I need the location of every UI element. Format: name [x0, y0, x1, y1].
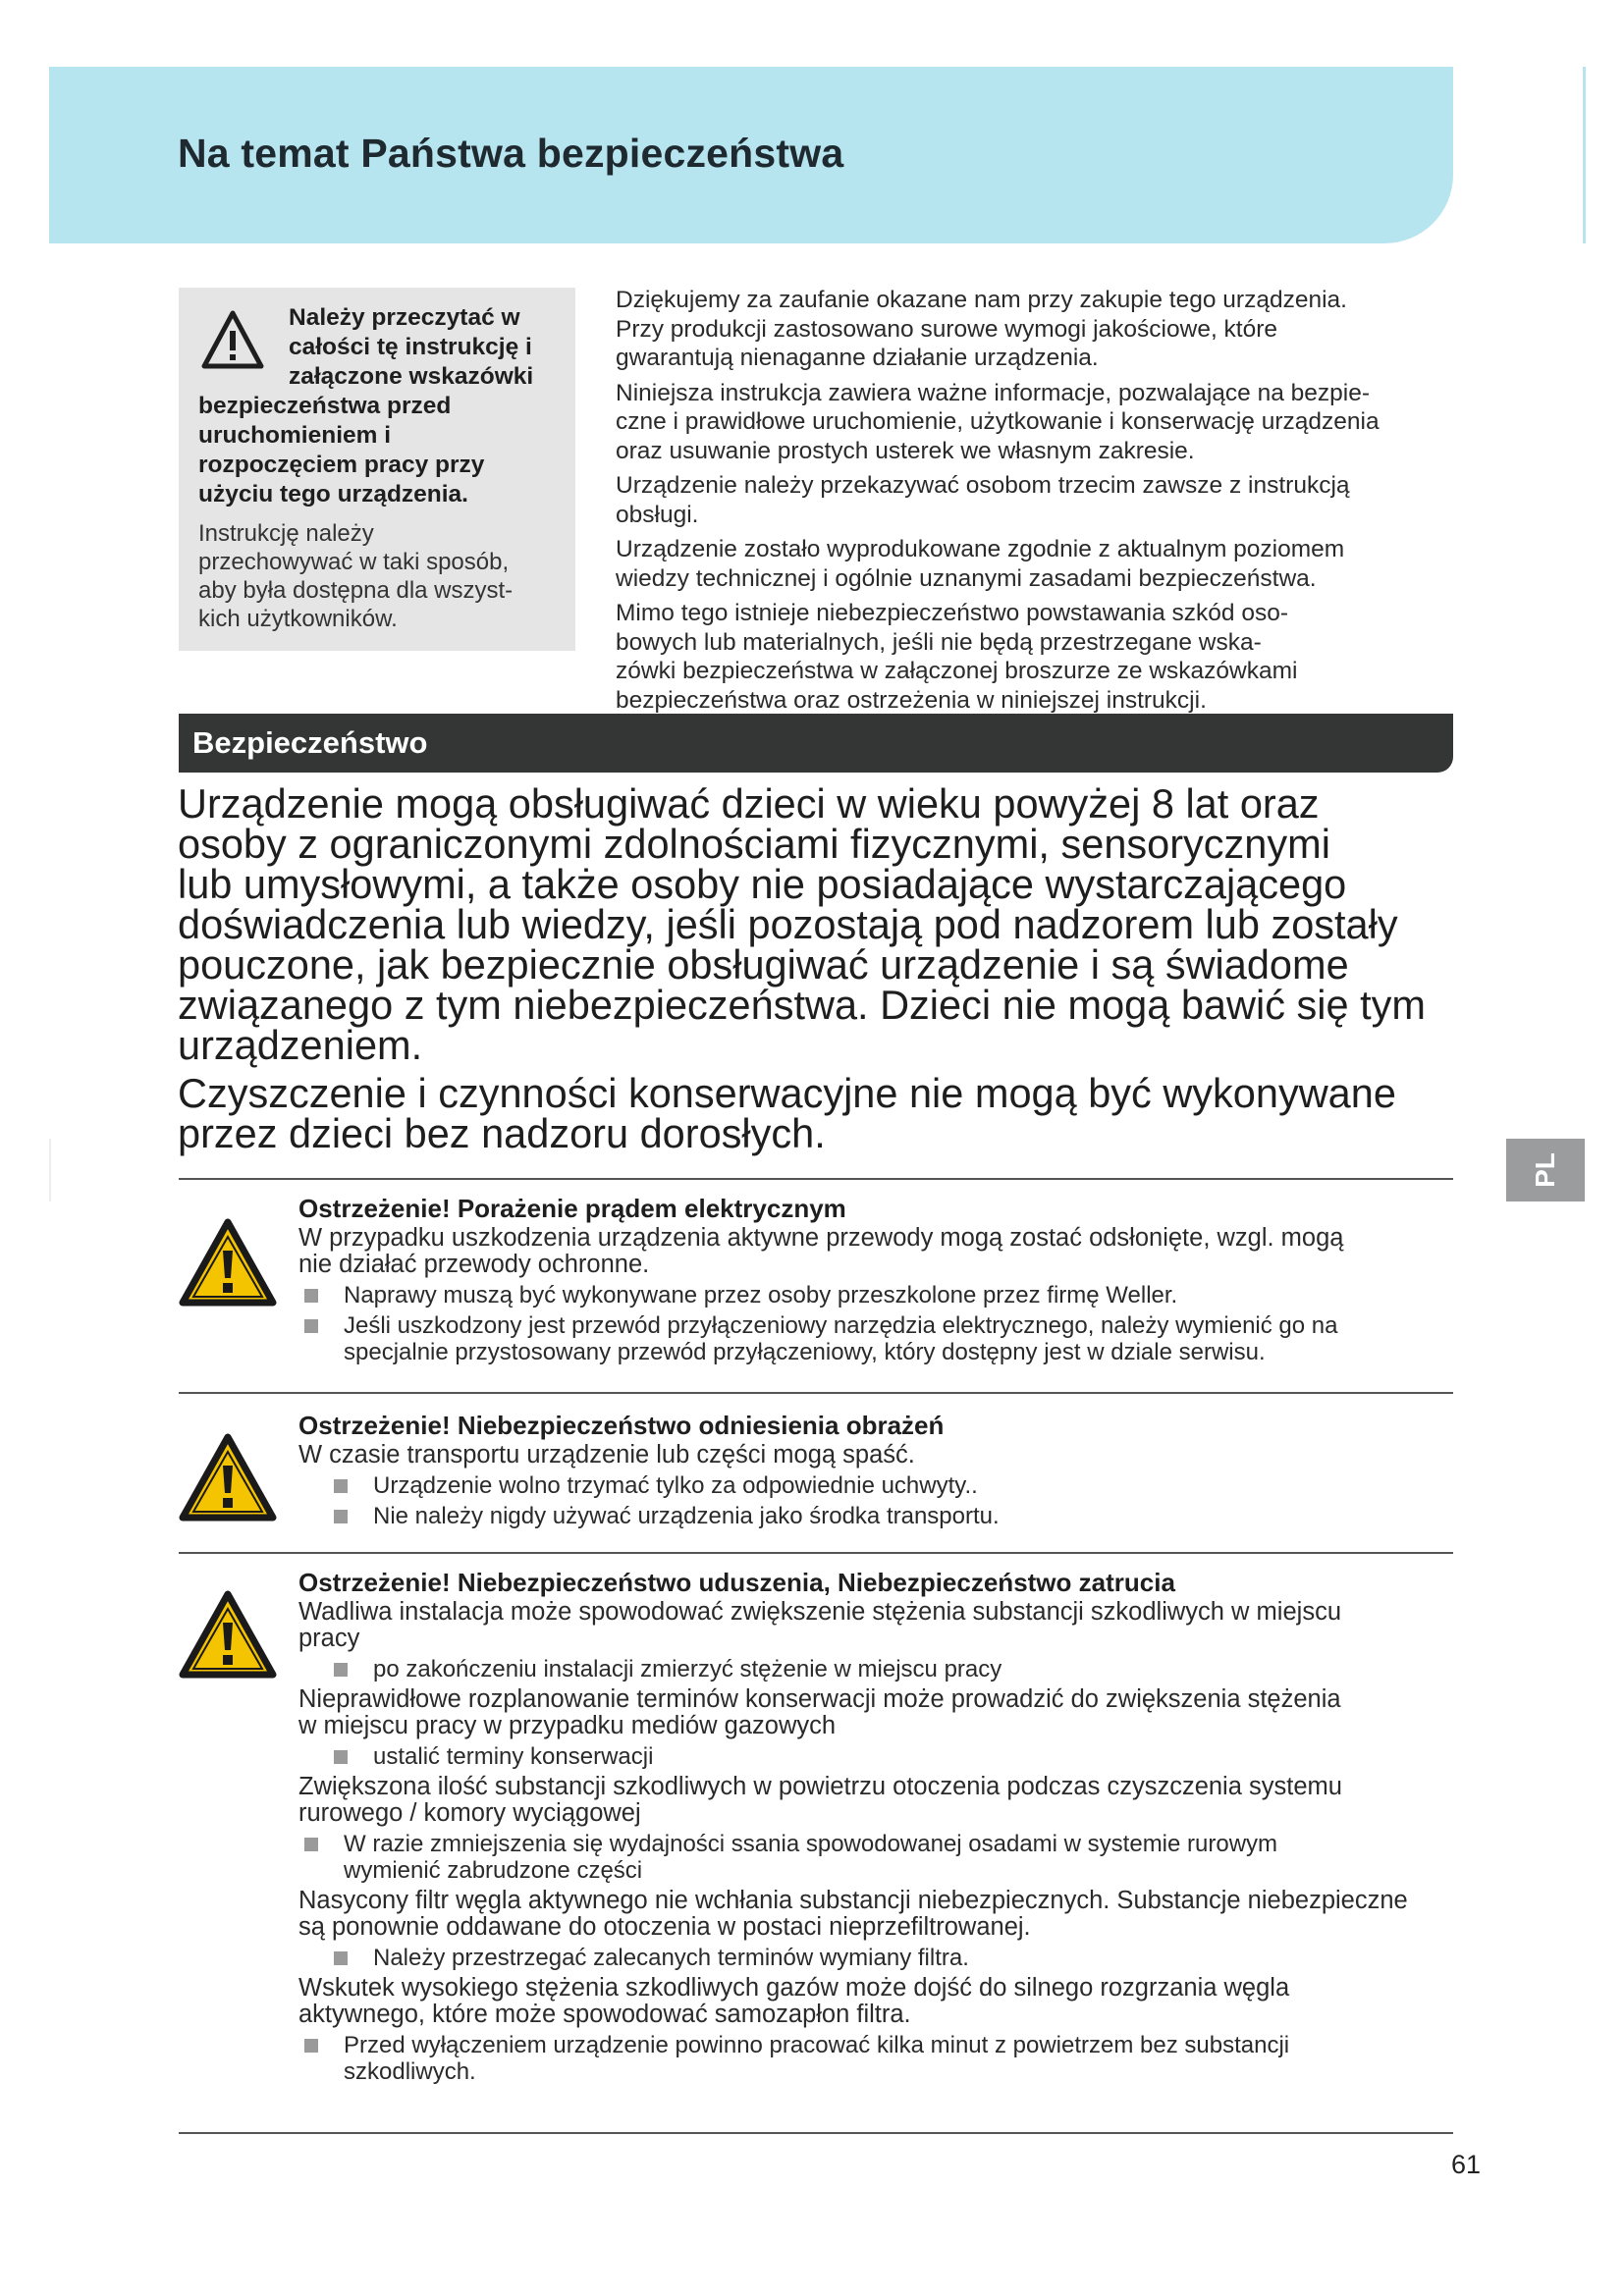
warning-paragraph — [298, 1774, 1457, 1827]
text-line: Dziękujemy za zaufanie okazane nam przy zakupie tego urządzenia. — [616, 287, 1347, 313]
text-line: rurowego / komory wyciągowej — [298, 1799, 641, 1827]
warning-bullet — [298, 1282, 1457, 1308]
text-line: Nasycony filtr węgla aktywnego nie wchłania substancji niebezpiecznych. Substancje niebezpieczne — [298, 1887, 1408, 1914]
text-line: Urządzenie mogą obsługiwać dzieci w wieku powyżej 8 lat oraz — [178, 780, 1320, 827]
warning-bullet — [298, 1945, 1457, 1971]
text-line: wiedzy technicznej i ogólnie uznanymi zasadami bezpieczeństwa. — [616, 564, 1317, 592]
text-line: W przypadku uszkodzenia urządzenia aktywne przewody mogą zostać odsłonięte, wzgl. mogą — [298, 1224, 1344, 1252]
text-line: Przy produkcji zastosowano surowe wymogi jakościowe, które — [616, 315, 1278, 343]
text-line: zówki bezpieczeństwa w załączonej broszurze ze wskazówkami — [616, 658, 1298, 684]
intro-paragraph — [616, 535, 1460, 593]
warning-title: Ostrzeżenie! Porażenie prądem elektrycznym — [298, 1194, 846, 1223]
text-line: urządzeniem. — [178, 1022, 423, 1068]
warning-title: Ostrzeżenie! Niebezpieczeństwo uduszenia, Niebezpieczeństwo zatrucia — [298, 1568, 1175, 1597]
text-line: czne i prawidłowe uruchomienie, użytkowanie i konserwację urządzenia — [616, 408, 1380, 435]
warning-triangle-icon — [179, 1217, 277, 1308]
text-line: Urządzenie zostało wyprodukowane zgodnie z aktualnym poziomem — [616, 536, 1345, 562]
warning-bullet — [298, 1831, 1457, 1884]
divider — [179, 1552, 1453, 1554]
text-line: Mimo tego istnieje niebezpieczeństwo powstawania szkód oso- — [616, 600, 1288, 626]
text-line: bezpieczeństwa oraz ostrzeżenia w niniejszej instrukcji. — [616, 686, 1207, 714]
notice-body-line: przechowywać w taki sposób, — [198, 549, 510, 575]
divider — [179, 2132, 1453, 2134]
warning-paragraph — [298, 1686, 1457, 1739]
notice-body-line: aby była dostępna dla wszyst- — [198, 577, 514, 604]
text-line: pouczone, jak bezpiecznie obsługiwać urządzenie i są świadome — [178, 941, 1349, 988]
text-line: przez dzieci bez nadzoru dorosłych. — [178, 1110, 826, 1156]
text-line: W razie zmniejszenia się wydajności ssania spowodowanej osadami w systemie rurowym — [344, 1831, 1278, 1857]
warning-paragraph — [298, 1225, 1457, 1278]
notice-line: całości tę instrukcję i — [289, 334, 532, 360]
warning-paragraph — [298, 1888, 1457, 1941]
text-line: specjalnie przystosowany przewód przyłączeniowy, który dostępny jest w dziale serwisu. — [344, 1339, 1266, 1365]
text-line: Nieprawidłowe rozplanowanie terminów konserwacji może prowadzić do zwiększenia stężenia — [298, 1685, 1341, 1713]
notice-line: użyciu tego urządzenia. — [198, 481, 468, 507]
notice-line: załączone wskazówki — [289, 363, 534, 390]
text-line: Jeśli uszkodzony jest przewód przyłączeniowy narzędzia elektrycznego, należy wymienić go na — [344, 1312, 1338, 1339]
warning-outline-icon — [200, 309, 265, 370]
warning-paragraph — [298, 1442, 1457, 1468]
language-tab — [1506, 1139, 1585, 1201]
warning-bullet — [298, 1656, 1457, 1682]
intro-paragraph — [616, 379, 1460, 466]
text-line: Należy przestrzegać zalecanych terminów wymiany filtra. — [373, 1945, 969, 1971]
intro-paragraph — [616, 471, 1460, 529]
notice-body-text — [198, 519, 556, 633]
page-number: 61 — [1451, 2150, 1482, 2179]
notice-body-line: Instrukcję należy — [198, 520, 374, 547]
text-line: Urządzenie należy przekazywać osobom trzecim zawsze z instrukcją — [616, 472, 1350, 499]
warning-title: Ostrzeżenie! Niebezpieczeństwo odniesienia obrażeń — [298, 1411, 945, 1440]
warning-paragraph — [298, 1975, 1457, 2028]
notice-body-line: kich użytkowników. — [198, 606, 398, 632]
warning-content — [298, 1194, 1457, 1369]
text-line: aktywnego, które może spowodować samozapłon filtra. — [298, 2001, 911, 2028]
text-line: po zakończeniu instalacji zmierzyć stężenie w miejscu pracy — [373, 1656, 1002, 1682]
text-line: Wskutek wysokiego stężenia szkodliwych gazów może dojść do silnego rozgrzania węgla — [298, 1974, 1290, 2002]
notice-line: uruchomieniem i — [198, 422, 392, 449]
text-line: ustalić terminy konserwacji — [373, 1743, 654, 1770]
warning-content — [298, 1568, 1457, 2089]
edge-line-left — [49, 1139, 51, 1201]
intro-paragraph — [616, 599, 1460, 715]
divider — [179, 1178, 1453, 1180]
text-line: pracy — [298, 1625, 360, 1652]
text-line: Naprawy muszą być wykonywane przez osoby przeszkolone przez firmę Weller. — [344, 1282, 1178, 1308]
main-paragraph — [178, 1070, 1464, 1156]
text-line: Nie należy nigdy używać urządzenia jako środka transportu. — [373, 1503, 1000, 1529]
intro-text — [616, 286, 1460, 721]
text-line: związanego z tym niebezpieczeństwa. Dzieci nie mogą bawić się tym — [178, 982, 1426, 1028]
notice-line: rozpoczęciem pracy przy — [198, 452, 485, 478]
text-line: wymienić zabrudzone części — [344, 1857, 643, 1884]
text-line: doświadczenia lub wiedzy, jeśli pozostają pod nadzorem lub zostały — [178, 901, 1398, 947]
warning-triangle-icon — [179, 1589, 277, 1680]
text-line: Zwiększona ilość substancji szkodliwych w powietrzu otoczenia podczas czyszczenia systemu — [298, 1773, 1342, 1800]
notice-line: Należy przeczytać w — [289, 304, 520, 331]
warning-bullet — [298, 2032, 1457, 2085]
child-safety-text — [178, 780, 1464, 1161]
text-line: szkodliwych. — [344, 2058, 476, 2085]
section-title: Bezpieczeństwo — [192, 725, 428, 760]
text-line: osoby z ograniczonymi zdolnościami fizycznymi, sensorycznymi — [178, 821, 1330, 867]
text-line: Niniejsza instrukcja zawiera ważne informacje, pozwalające na bezpie- — [616, 379, 1371, 406]
divider — [179, 1392, 1453, 1394]
warning-bullet — [298, 1743, 1457, 1770]
edge-line — [1583, 67, 1586, 243]
text-line: lub umysłowymi, a także osoby nie posiadające wystarczającego — [178, 861, 1347, 907]
text-line: są ponownie oddawane do otoczenia w postaci nieprzefiltrowanej. — [298, 1913, 1031, 1941]
warning-triangle-icon — [179, 1432, 277, 1522]
text-line: Wadliwa instalacja może spowodować zwiększenie stężenia substancji szkodliwych w miejscu — [298, 1598, 1341, 1626]
text-line: obsługi. — [616, 501, 699, 528]
text-line: oraz usuwanie prostych usterek we własnym zakresie. — [616, 437, 1195, 464]
text-line: w miejscu pracy w przypadku mediów gazowych — [298, 1712, 837, 1739]
section-bar — [179, 714, 1453, 773]
text-line: W czasie transportu urządzenie lub części mogą spaść. — [298, 1441, 915, 1468]
main-paragraph — [178, 780, 1464, 1068]
warning-paragraph — [298, 1599, 1457, 1652]
warning-bullet — [298, 1503, 1457, 1529]
text-line: Czyszczenie i czynności konserwacyjne nie mogą być wykonywane — [178, 1070, 1396, 1116]
text-line: nie działać przewody ochronne. — [298, 1251, 650, 1278]
page-title: Na temat Państwa bezpieczeństwa — [178, 131, 844, 176]
warning-content — [298, 1411, 1457, 1533]
text-line: Urządzenie wolno trzymać tylko za odpowiednie uchwyty.. — [373, 1472, 978, 1499]
text-line: bowych lub materialnych, jeśli nie będą przestrzegane wska- — [616, 628, 1262, 656]
language-tab-label: PL — [1530, 1152, 1560, 1188]
text-line: Przed wyłączeniem urządzenie powinno pracować kilka minut z powietrzem bez substancji — [344, 2032, 1290, 2058]
read-instructions-notice — [179, 288, 575, 651]
text-line: gwarantują nienaganne działanie urządzenia. — [616, 345, 1099, 371]
notice-line: bezpieczeństwa przed — [198, 393, 452, 419]
warning-bullet — [298, 1472, 1457, 1499]
warning-bullet — [298, 1312, 1457, 1365]
intro-paragraph — [616, 286, 1460, 373]
